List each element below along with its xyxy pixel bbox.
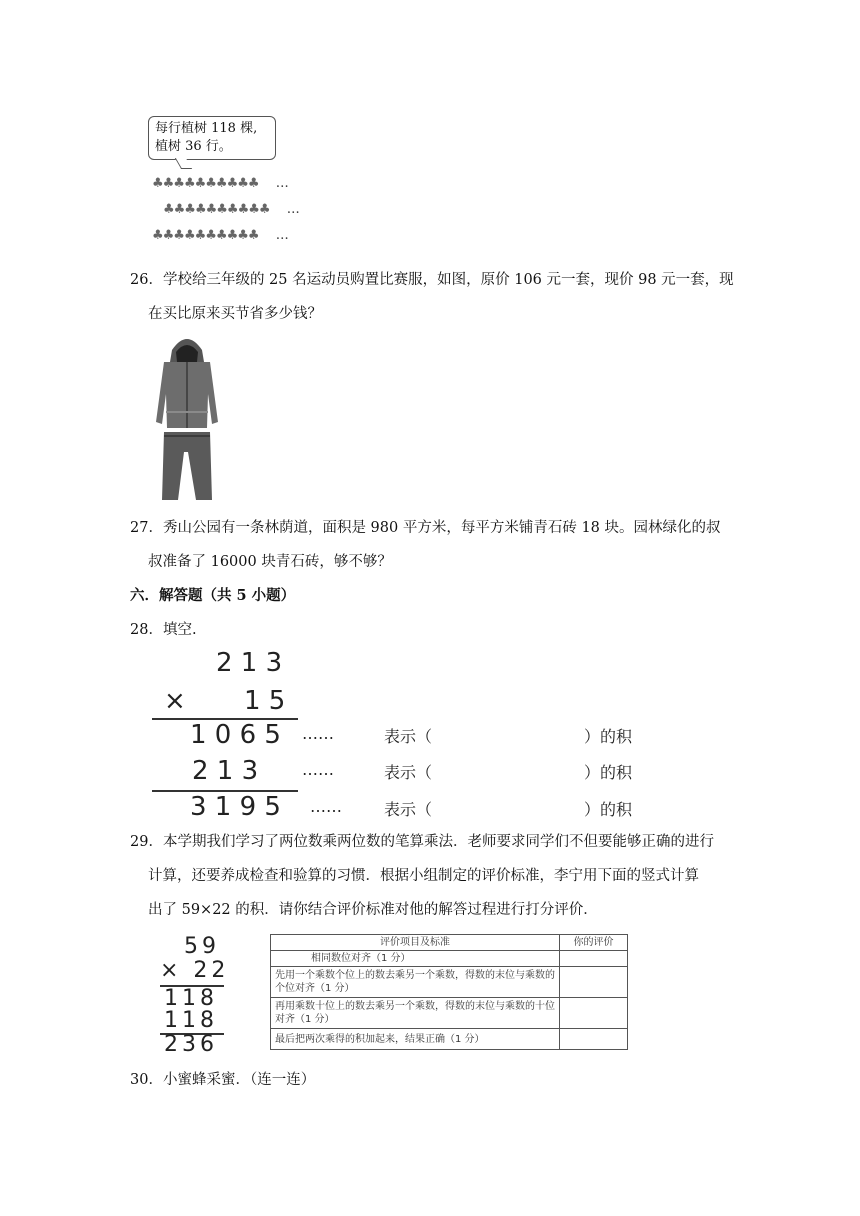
calc-result: 236: [164, 1032, 218, 1057]
bubble-line-2: 植树 36 行。: [155, 139, 232, 154]
explain-1-right: ）的积: [584, 727, 633, 746]
tracksuit-image: [150, 332, 224, 504]
partial-product-2: 2 1 3: [192, 756, 259, 786]
evaluation-table: [270, 934, 628, 1050]
q29-line-1: 29．本学期我们学习了两位数乘两位数的笔算乘法．老师要求同学们不但要能够正确的进行: [130, 834, 714, 850]
table-row: [271, 967, 628, 998]
tree-row-1: [152, 176, 288, 191]
q26-line-2: 在买比原来买节省多少钱？: [148, 306, 322, 322]
dots-2: ……: [302, 760, 334, 779]
explain-2-right: ）的积: [584, 763, 633, 782]
ellipsis: …: [275, 228, 288, 243]
tree-row-2: [163, 202, 299, 217]
criterion-cell: 最后把两次乘得的积加起来，结果正确（1 分）: [271, 1029, 560, 1050]
calc-partial-1: 118: [164, 986, 218, 1011]
score-cell[interactable]: [560, 998, 628, 1029]
times-sign: ×: [164, 686, 186, 716]
bubble-line-1: 每行植树 118 棵,: [155, 121, 258, 136]
score-cell[interactable]: [560, 1029, 628, 1050]
q30-line-1: 30．小蜜蜂采蜜．（连一连）: [130, 1072, 316, 1088]
speech-bubble: [148, 116, 276, 160]
table-row: [271, 951, 628, 967]
tree-icons: ♣♣♣♣♣♣♣♣♣♣: [163, 202, 270, 217]
table-row: [271, 1029, 628, 1050]
section-title: 六．解答题（共 5 小题）: [130, 587, 296, 604]
score-cell[interactable]: [560, 967, 628, 998]
header-eval: 你的评价: [560, 935, 628, 951]
calc-partial-2: 118: [164, 1008, 218, 1033]
score-cell[interactable]: [560, 951, 628, 967]
table-header-row: [271, 935, 628, 951]
dots-3: ……: [310, 797, 342, 816]
criterion-cell: 再用乘数十位上的数去乘另一个乘数，得数的末位与乘数的十位对齐（1 分）: [271, 998, 560, 1029]
table-row: [271, 998, 628, 1029]
criterion-cell: 先用一个乘数个位上的数去乘另一个乘数，得数的末位与乘数的个位对齐（1 分）: [271, 967, 560, 998]
ellipsis: …: [286, 202, 299, 217]
q26-line-1: 26．学校给三年级的 25 名运动员购置比赛服，如图，原价 106 元一套，现价 98 元一套，现: [130, 272, 734, 288]
calc-multiplier: × 22: [160, 958, 230, 983]
header-item: 评价项目及标准: [271, 935, 560, 951]
product: 3 1 9 5: [190, 792, 281, 822]
partial-product-1: 1 0 6 5: [190, 720, 281, 750]
dots-1: ……: [302, 724, 334, 743]
multiplier: 1 5: [244, 686, 286, 716]
ellipsis: …: [275, 176, 288, 191]
q29-line-2: 计算，还要养成检查和验算的习惯．根据小组制定的评价标准，李宁用下面的竖式计算: [148, 868, 699, 884]
tree-icons: ♣♣♣♣♣♣♣♣♣♣: [152, 228, 259, 243]
q27-line-2: 叔准备了 16000 块青石砖，够不够？: [148, 554, 392, 570]
tree-row-3: [152, 228, 288, 243]
q27-line-1: 27．秀山公园有一条林荫道，面积是 980 平方米，每平方米铺青石砖 18 块。园林绿化的叔: [130, 520, 721, 536]
explain-2-left: 表示（: [384, 763, 433, 782]
q29-line-3: 出了 59×22 的积．请你结合评价标准对他的解答过程进行打分评价．: [148, 902, 598, 918]
calc-multiplicand: 59: [184, 934, 220, 959]
criterion-cell: 相同数位对齐（1 分）: [271, 951, 560, 967]
multiplicand: 2 1 3: [216, 648, 283, 678]
tree-icons: ♣♣♣♣♣♣♣♣♣♣: [152, 176, 259, 191]
q28-label: 28．填空.: [130, 622, 197, 638]
explain-1-left: 表示（: [384, 727, 433, 746]
explain-3-left: 表示（: [384, 800, 433, 819]
explain-3-right: ）的积: [584, 800, 633, 819]
